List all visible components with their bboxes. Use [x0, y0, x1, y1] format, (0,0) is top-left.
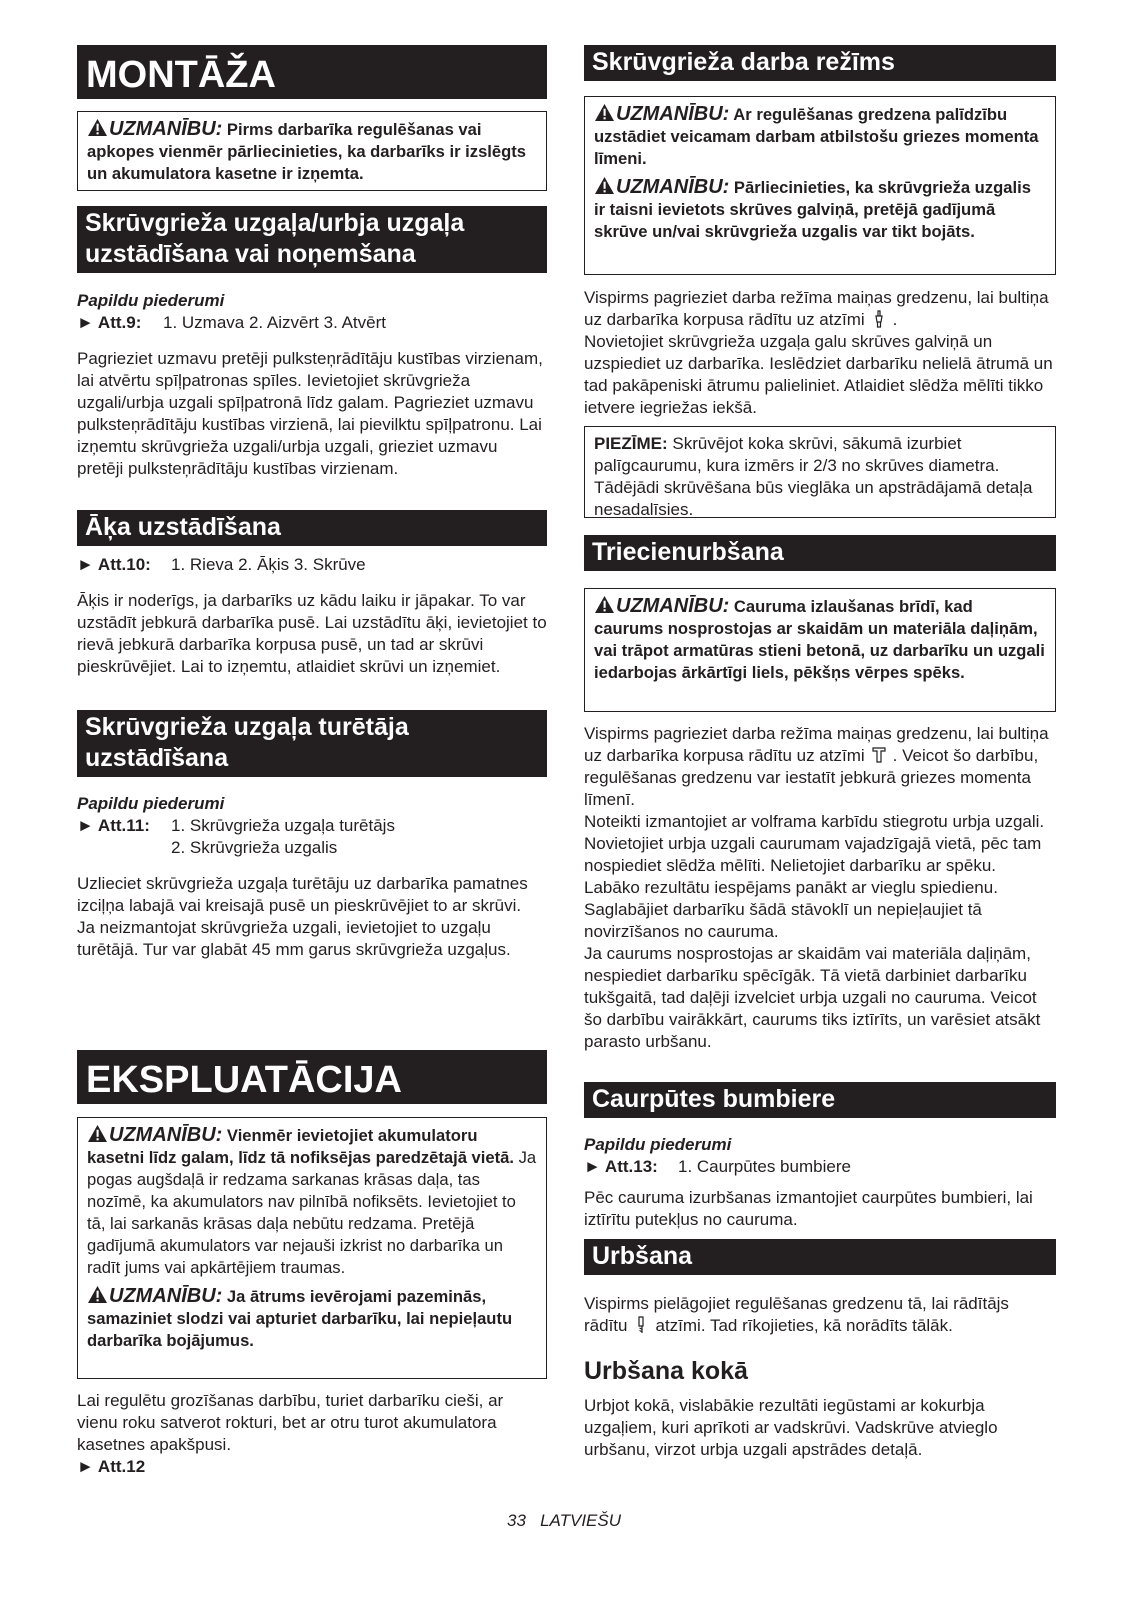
figure-reference: ► Att.13: 1. Caurpūtes bumbiere: [584, 1157, 851, 1176]
subheading-wood-drilling: Urbšana kokā: [584, 1357, 748, 1385]
caution-label: UZMANĪBU:: [109, 1285, 223, 1307]
ekspluatacija-heading: EKSPLUATĀCIJA: [77, 1050, 547, 1104]
optional-accessory-label: Papildu piederumi: [77, 794, 225, 813]
caution-text: Ja ātrums ievērojami pazeminās, samaziniet slodzi vai apturiet darbarīku, lai nepieļautu darbarīka bojājumus.: [87, 1287, 513, 1350]
caution-label: UZMANĪBU:: [616, 103, 730, 125]
screwdriving-body: [584, 287, 1056, 419]
optional-accessory-label: Papildu piederumi: [77, 291, 225, 310]
figure-reference: ► Att.11: 1. Skrūvgrieža uzgaļa turētājs: [77, 816, 395, 835]
paragraph: Pēc cauruma izurbšanas izmantojiet caurpūtes bumbieri, lai iztīrītu putekļus no cauruma.: [584, 1188, 1033, 1229]
caution-box-2: [77, 1117, 547, 1379]
caution-text: Pārliecinieties, ka skrūvgrieža uzgalis ir taisni ievietots skrūves galviņā, pretējā gadījumā skrūve un/vai skrūvgrieža uzgalis var tikt bojāts.: [594, 178, 1031, 241]
warning-triangle-icon: [594, 103, 615, 122]
page-footer: [0, 1511, 1128, 1531]
paragraph: Uzlieciet skrūvgrieža uzgaļa turētāju uz darbarīka pamatnes izciļņa labajā vai kreisajā pusē un pieskrūvējiet to ar skrūvi.: [77, 874, 528, 915]
blow-bulb-body: [584, 1134, 1056, 1231]
montaza-heading: MONTĀŽA: [77, 45, 547, 99]
caution-box-4: [584, 588, 1056, 712]
section-heading-hook: Āķa uzstādīšana: [77, 510, 547, 546]
caution-label: UZMANĪBU:: [616, 595, 730, 617]
paragraph: Lai regulētu grozīšanas darbību, turiet darbarīku cieši, ar vienu roku satverot rokturi, bet ar otru turot akumulatora kasetnes apakšpusi.: [77, 1391, 504, 1454]
paragraph: Urbjot kokā, vislabākie rezultāti iegūstami ar kokurbja uzgaļiem, kuri aprīkoti ar vadskrūvi. Vadskrūve atvieglo urbšanu, virzot urbja uzgali apstrādes detaļā.: [584, 1396, 998, 1459]
section-heading-hammer-drilling: Triecienurbšana: [584, 535, 1056, 571]
caution-box-1: [77, 111, 547, 191]
figure-reference: ► Att.12: [77, 1457, 146, 1476]
caution-label: UZMANĪBU:: [109, 118, 223, 140]
warning-triangle-icon: [594, 176, 615, 195]
warning-triangle-icon: [594, 595, 615, 614]
paragraph: Vispirms pagrieziet darba režīma maiņas gredzenu, lai bultiņa uz darbarīka korpusa rādītu uz atzīmi . Veicot šo darbību, regulēšanas gredzenu var iestatīt jebkurā griezes momenta līmenī.: [584, 724, 1049, 809]
drill-mode-icon: [632, 1316, 650, 1334]
screwdriver-mode-icon: [870, 310, 888, 328]
section-heading-bit-install: Skrūvgrieža uzgaļa/urbja uzgaļa uzstādīšana vai noņemšana: [77, 206, 547, 273]
language-label: LATVIEŠU: [540, 1511, 622, 1530]
caution-box-3: [584, 96, 1056, 275]
paragraph: Ja caurums nosprostojas ar skaidām vai materiāla daļiņām, nespiediet darbarīku spēcīgāk. Tā vietā darbiniet darbarīku tukšgaitā, tad daļēji izvelciet urbja uzgali no cauruma. Veicot šo darbību vairākkārt, caurums tiks iztīrīts, un varēsiet atsākt parasto urbšanu.: [584, 944, 1041, 1051]
figure-reference: ► Att.9: 1. Uzmava 2. Aizvērt 3. Atvērt: [77, 313, 386, 332]
paragraph: Novietojiet urbja uzgali caurumam vajadzīgajā vietā, pēc tam nospiediet slēdža mēlīti. Nelietojiet darbarīku ar spēku. Labāko rezultātu iespējams panākt ar vieglu spiedienu. Saglabājiet darbarīku šādā stāvoklī un nepieļaujiet tā novirzīšanos no cauruma.: [584, 834, 1042, 941]
paragraph: Pagrieziet uzmavu pretēji pulksteņrādītāju kustības virzienam, lai atvērtu spīļpatronas spīles. Ievietojiet skrūvgrieža uzgali/urbja uzgali spīļpatronā līdz galam. Pagrieziet uzmavu pulksteņrādītāju kustības virzienā, lai pievilktu spīļpatronu. Lai izņemtu skrūvgrieža uzgali/urbja uzgali, grieziet uzmavu pretēji pulksteņrādītāju kustības virzienam.: [77, 349, 543, 478]
section-hook-body: [77, 554, 547, 678]
ekspluatacija-body: [77, 1390, 547, 1478]
optional-accessory-label: Papildu piederumi: [584, 1135, 732, 1154]
note-label: PIEZĪME:: [594, 434, 668, 453]
caution-label: UZMANĪBU:: [616, 176, 730, 198]
paragraph: Novietojiet skrūvgrieža uzgaļa galu skrūves galviņā un uzspiediet uz darbarīka. Ieslēdziet darbarīku nelielā ātrumā un tad pakāpeniski ātrumu palieliniet. Atlaidiet slēdža mēlīti tikko ietvere iegriežas iekšā.: [584, 332, 1053, 417]
section-heading-blow-bulb: Caurpūtes bumbiere: [584, 1082, 1056, 1118]
page-number: 33: [506, 1511, 526, 1530]
paragraph: Vispirms pielāgojiet regulēšanas gredzenu tā, lai rādītājs rādītu atzīmi. Tad rīkojieties, kā norādīts tālāk.: [584, 1294, 1009, 1335]
warning-triangle-icon: [87, 1285, 108, 1304]
section-heading-drilling: Urbšana: [584, 1239, 1056, 1275]
caution-label: UZMANĪBU:: [109, 1124, 223, 1146]
section-heading-screwdriving: Skrūvgrieža darba režīms: [584, 45, 1056, 81]
caution-text: Ar regulēšanas gredzena palīdzību uzstādiet veicamam darbam atbilstošu griezes momenta līmeni.: [594, 105, 1039, 168]
section-bit-holder-body: [77, 793, 547, 961]
paragraph: Vispirms pagrieziet darba režīma maiņas gredzenu, lai bultiņa uz darbarīka korpusa rādītu uz atzīmi .: [584, 288, 1049, 329]
figure-reference: ► Att.10: 1. Rieva 2. Āķis 3. Skrūve: [77, 555, 366, 574]
warning-triangle-icon: [87, 1124, 108, 1143]
section-bit-install-body: [77, 290, 547, 480]
paragraph: Ja neizmantojat skrūvgrieža uzgali, ievietojiet to uzgaļu turētājā. Tur var glabāt 45 mm garus skrūvgrieža uzgaļus.: [77, 918, 511, 959]
drilling-body: [584, 1293, 1056, 1337]
wood-drilling-body: [584, 1395, 1056, 1461]
note-text: Skrūvējot koka skrūvi, sākumā izurbiet palīgcaurumu, kura izmērs ir 2/3 no skrūves diametra. Tādējādi skrūvēšana būs vieglāka un apstrādājamā detaļa nesadalīsies.: [594, 434, 1033, 519]
hammer-drilling-body: [584, 723, 1056, 1053]
caution-text: Cauruma izlaušanas brīdī, kad caurums nosprostojas ar skaidām un materiāla daļiņām, vai trāpot armatūras stieni betonā, uz darbarīku un uzgali iedarbojas ārkārtīgi liels, pēkšņs vērpes spēks.: [594, 597, 1045, 682]
hammer-drill-mode-icon: [870, 746, 888, 764]
note-box: [584, 426, 1056, 518]
figure-item: 2. Skrūvgrieža uzgalis: [171, 838, 338, 857]
paragraph: Āķis ir noderīgs, ja darbarīks uz kādu laiku ir jāpakar. To var uzstādīt jebkurā darbarīka pusē. Lai uzstādītu āķi, ievietojiet to rievā jebkurā darbarīka korpusa pusē, un tad ar skrūvi pieskrūvējiet. Lai to izņemtu, atlaidiet skrūvi un izņemiet.: [77, 591, 547, 676]
warning-triangle-icon: [87, 118, 108, 137]
caution-text: Ja pogas augšdaļā ir redzama sarkanas krāsas daļa, tas nozīmē, ka akumulators nav pilnībā nofiksēts. Ievietojiet to tā, lai sarkanās krāsas daļa nebūtu redzama. Pretējā gadījumā akumulators var nejauši izkrist no darbarīka un radīt jums vai apkārtējiem traumas.: [87, 1148, 537, 1277]
paragraph: Noteikti izmantojiet ar volframa karbīdu stiegrotu urbja uzgali.: [584, 812, 1045, 831]
caution-text: Pirms darbarīka regulēšanas vai apkopes vienmēr pārliecinieties, ka darbarīks ir izslēgts un akumulatora kasetne ir izņemta.: [87, 120, 527, 183]
caution-text-bold: Vienmēr ievietojiet akumulatoru kasetni līdz galam, līdz tā nofiksējas paredzētajā vietā.: [87, 1126, 514, 1167]
section-heading-bit-holder: Skrūvgrieža uzgaļa turētāja uzstādīšana: [77, 710, 547, 777]
